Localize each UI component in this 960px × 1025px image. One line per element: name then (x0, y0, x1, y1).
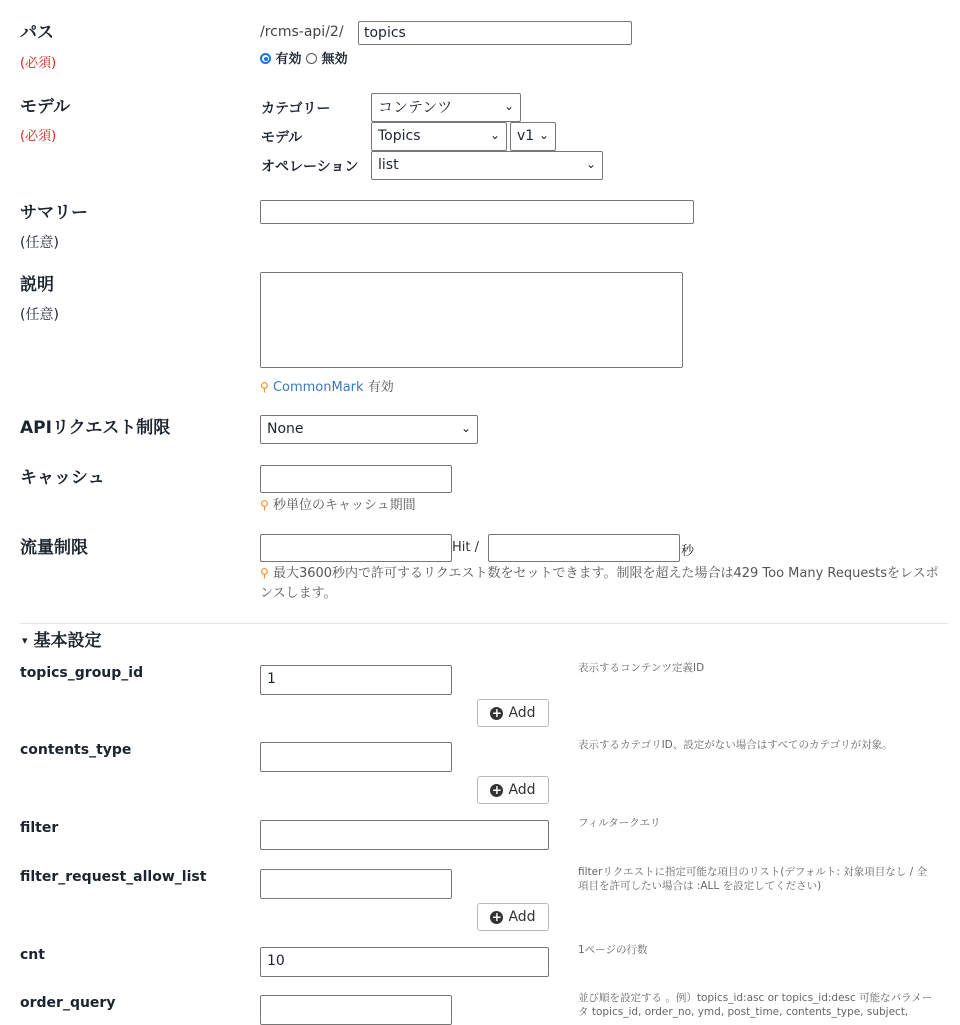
description-optional: (任意) (20, 307, 59, 323)
category-select[interactable] (371, 93, 521, 122)
lightbulb-icon: ⚲ (260, 498, 269, 512)
summary-input[interactable] (260, 200, 694, 224)
chevron-down-icon: ⌄ (585, 157, 596, 171)
category-label: カテゴリー (261, 101, 331, 117)
add-button[interactable] (477, 903, 549, 931)
disabled-radio-label[interactable]: 無効 (321, 52, 348, 67)
topics-group-id-input[interactable]: 1 (260, 665, 452, 695)
caret-down-icon: ▾ (22, 634, 28, 647)
description-textarea[interactable] (260, 272, 683, 368)
basic-settings-title: 基本設定 (33, 631, 102, 651)
cnt-input[interactable]: 10 (260, 947, 549, 977)
chevron-down-icon: ⌄ (460, 421, 471, 435)
throttle-label: 流量制限 (20, 538, 88, 558)
basic-settings-toggle[interactable] (22, 626, 101, 651)
chevron-down-icon: ⌄ (538, 128, 549, 142)
add-button-label: Add (508, 909, 536, 925)
summary-label: サマリー (20, 203, 88, 223)
contents-type-input[interactable] (260, 742, 452, 772)
disabled-radio[interactable] (306, 53, 317, 64)
plus-circle-icon: + (491, 782, 502, 797)
rate-limit-select-value: None (267, 421, 304, 437)
param-name: filter (20, 820, 59, 836)
param-description (578, 865, 948, 893)
param-description: 1ページの行数 (578, 944, 648, 956)
rate-limit-label: APIリクエスト制限 (20, 418, 171, 438)
param-description (578, 991, 948, 1019)
path-status-radio-group (260, 48, 348, 67)
version-select-value: v1 (517, 128, 535, 144)
filter-input[interactable] (260, 820, 549, 850)
lightbulb-icon: ⚲ (260, 566, 269, 580)
cache-hint-text: 秒単位のキャッシュ期間 (272, 498, 416, 513)
param-description-line: 並び順を設定する 。例）topics_id:asc or topics_id:desc 可能なパラメー (578, 992, 933, 1004)
param-name: topics_group_id (20, 665, 144, 681)
model-required: (必須) (20, 129, 57, 144)
param-description: 表示するコンテンツ定義ID (578, 662, 705, 674)
model-field-label: モデル (261, 130, 303, 146)
path-required: (必須) (20, 56, 57, 71)
operation-label: オペレーション (261, 159, 359, 175)
add-button-label: Add (508, 705, 536, 721)
throttle-hint-line2: ンスします。 (260, 586, 337, 601)
summary-optional: (任意) (20, 235, 59, 251)
param-name: order_query (20, 995, 116, 1011)
model-select[interactable] (371, 122, 507, 151)
add-button[interactable] (477, 699, 549, 727)
cache-label: キャッシュ (20, 468, 105, 488)
plus-circle-icon: + (491, 909, 502, 924)
param-name: filter_request_allow_list (20, 869, 207, 885)
version-select[interactable] (510, 122, 556, 151)
add-button-label: Add (508, 782, 536, 798)
enabled-radio[interactable] (260, 53, 271, 64)
plus-circle-icon: + (491, 705, 502, 720)
operation-select[interactable] (371, 151, 603, 180)
lightbulb-icon: ⚲ (260, 380, 269, 394)
enabled-radio-label[interactable]: 有効 (275, 52, 302, 67)
rate-limit-select[interactable] (260, 415, 478, 444)
path-input[interactable]: topics (358, 21, 632, 45)
model-label: モデル (20, 97, 71, 117)
model-select-value: Topics (378, 128, 421, 144)
commonmark-hint-text: 有効 (367, 380, 394, 395)
filter-request-allow-list-input[interactable] (260, 869, 452, 899)
throttle-seconds-input[interactable] (488, 534, 680, 562)
chevron-down-icon: ⌄ (489, 128, 500, 142)
path-prefix: /rcms-api/2/ (260, 24, 344, 40)
param-description-line: filterリクエストに指定可能な項目のリスト(デフォルト: 対象項目なし / 全 (578, 866, 927, 878)
operation-select-value: list (378, 157, 399, 173)
commonmark-link[interactable]: CommonMark (272, 380, 364, 395)
param-description: フィルタークエリ (578, 817, 661, 829)
path-label: パス (20, 23, 54, 43)
param-name: contents_type (20, 742, 132, 758)
description-hint (260, 376, 394, 395)
order-query-input[interactable] (260, 995, 452, 1025)
add-button[interactable] (477, 776, 549, 804)
category-select-value: コンテンツ (378, 98, 453, 116)
throttle-hit-input[interactable] (260, 534, 452, 562)
section-divider (20, 623, 948, 624)
param-description: 表示するカテゴリID、設定がない場合はすべてのカテゴリが対象。 (578, 739, 893, 751)
param-description-line: 項目を許可したい場合は :ALL を設定してください) (578, 880, 822, 892)
chevron-down-icon: ⌄ (503, 99, 514, 113)
param-name: cnt (20, 947, 45, 963)
cache-input[interactable] (260, 465, 452, 493)
throttle-sec-suffix: 秒 (681, 544, 695, 559)
throttle-hit-suffix: Hit / (452, 540, 479, 555)
param-description-line: タ topics_id, order_no, ymd, post_time, contents_type, subject, (578, 1006, 909, 1018)
throttle-hint-line1: 最大3600秒内で許可するリクエスト数をセットできます。制限を超えた場合は429 Too Many Requestsをレスポ (272, 566, 939, 581)
throttle-hint (260, 563, 950, 604)
description-label: 説明 (20, 275, 54, 295)
cache-hint (260, 494, 416, 513)
